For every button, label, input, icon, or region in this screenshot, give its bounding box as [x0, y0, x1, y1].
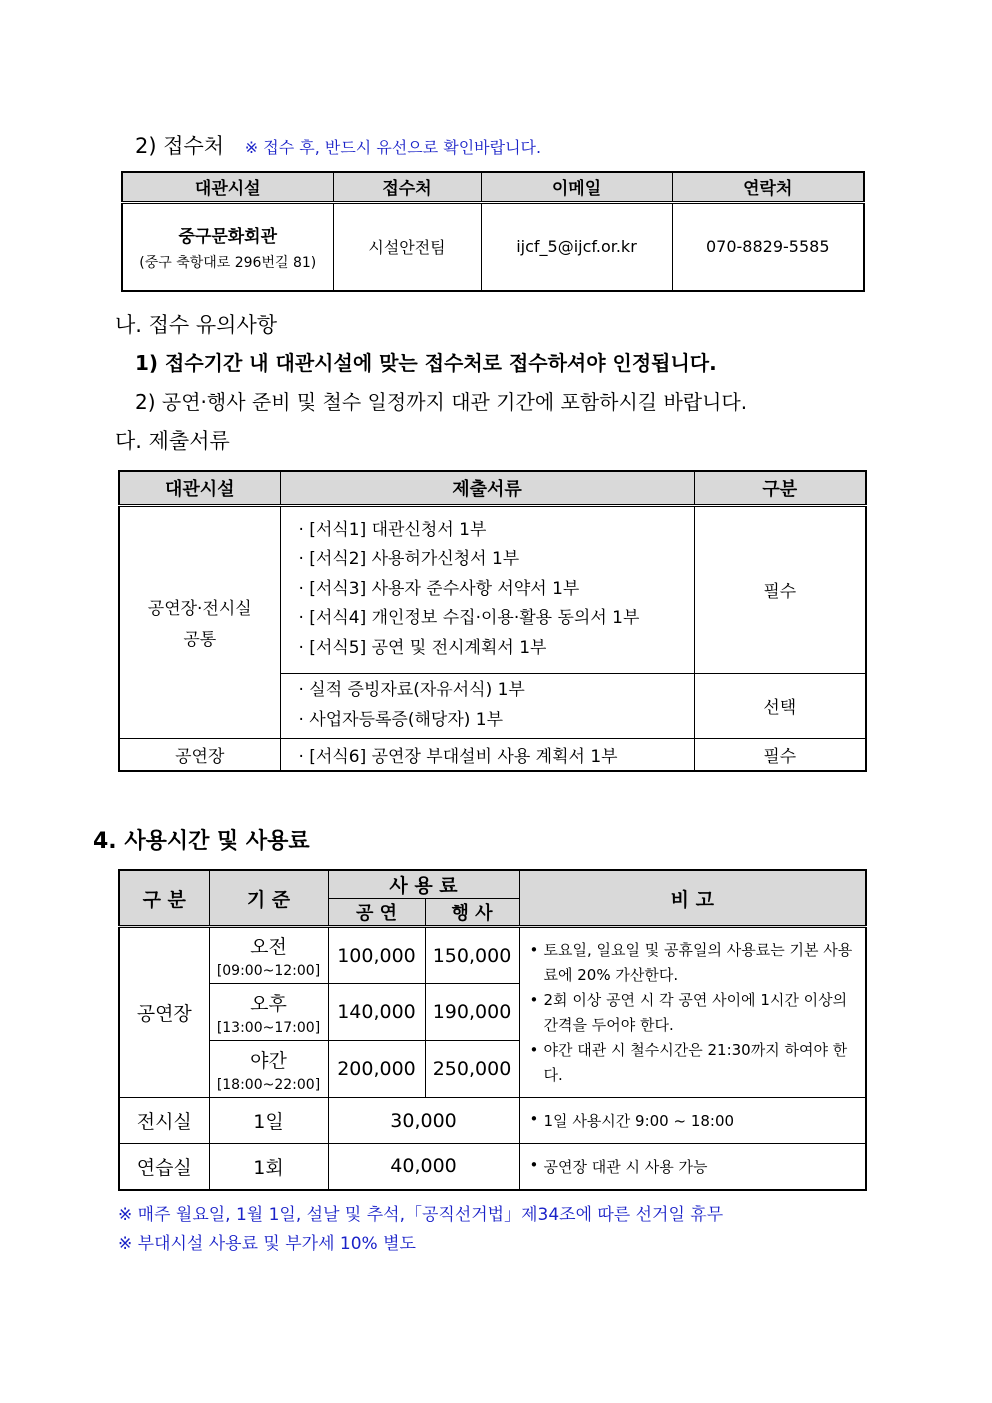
header-facility: 대관시설 [119, 471, 280, 505]
section-heading-text: 2) 접수처 [135, 134, 225, 158]
reception-note: ※ 접수 후, 반드시 유선으로 확인바랍니다. [244, 138, 542, 157]
phone-cell: 070-8829-5585 [672, 202, 864, 291]
event-fee: 190,000 [425, 984, 519, 1041]
doc-item: · 사업자등록증(해당자) 1부 [298, 709, 504, 730]
note-item: • 2회 이상 공연 시 각 공연 사이에 1시간 이상의 간격을 두어야 한다. [526, 988, 860, 1038]
hall-label: 필수 [694, 738, 866, 771]
header-performance: 공 연 [328, 899, 425, 927]
doc-item: · [서식3] 사용자 준수사항 서약서 1부 [298, 578, 580, 599]
slot-name: 오전 [250, 936, 287, 958]
facility-cell [122, 202, 333, 291]
required-label: 필수 [694, 505, 866, 673]
notice-item-1: 1) 접수기간 내 대관시설에 맞는 접수처로 접수하셔야 인정됩니다. [135, 351, 717, 375]
doc-item: · [서식4] 개인정보 수집·이용·활용 동의서 1부 [298, 608, 640, 629]
note-item: • 토요일, 일요일 및 공휴일의 사용료는 기본 사용료에 20% 가산한다. [526, 938, 860, 988]
slot-time: [18:00~22:00] [216, 1076, 321, 1093]
section-heading-documents: 다. 제출서류 [115, 429, 230, 453]
footnote-closed-days: ※ 매주 월요일, 1월 1일, 설날 및 추석,「공직선거법」제34조에 따른 선거일 휴무 [118, 1205, 724, 1225]
doc-item: · [서식5] 공연 및 전시계획서 1부 [298, 637, 547, 658]
documents-table [118, 470, 867, 772]
notice-item-2: 2) 공연·행사 준비 및 철수 일정까지 대관 기간에 포함하시길 바랍니다. [135, 390, 748, 414]
practice-name: 연습실 [119, 1144, 209, 1190]
required-docs-cell [280, 505, 694, 673]
gallery-basis: 1일 [209, 1098, 328, 1144]
common-facility-line1: 공연장·전시실 [147, 599, 252, 619]
footnote-vat: ※ 부대시설 사용료 및 부가세 10% 별도 [118, 1234, 416, 1254]
facility-address: (중구 축항대로 296번길 81) [139, 254, 317, 271]
event-fee: 250,000 [425, 1041, 519, 1098]
header-category: 구 분 [119, 870, 209, 927]
reception-table [121, 171, 865, 292]
gallery-name: 전시실 [119, 1098, 209, 1144]
header-facility: 대관시설 [122, 172, 333, 202]
email-cell: ijcf_5@ijcf.or.kr [481, 202, 672, 291]
optional-label: 선택 [694, 673, 866, 738]
gallery-fee: 30,000 [328, 1098, 519, 1144]
section-heading-fees: 4. 사용시간 및 사용료 [93, 829, 310, 854]
slot-name: 오후 [250, 992, 287, 1015]
practice-note-cell [519, 1144, 866, 1190]
facility-name: 중구문화회관 [178, 226, 278, 247]
slot-time: [13:00~17:00] [216, 1019, 321, 1036]
common-facility-cell [119, 505, 280, 738]
performance-fee: 200,000 [328, 1041, 425, 1098]
fee-table [118, 869, 867, 1191]
performance-fee: 140,000 [328, 984, 425, 1041]
doc-item: · [서식1] 대관신청서 1부 [298, 519, 487, 540]
header-event: 행 사 [425, 899, 519, 927]
header-fee: 사 용 료 [328, 870, 519, 899]
event-fee: 150,000 [425, 927, 519, 984]
slot-cell [209, 1041, 328, 1098]
note-item: • 1일 사용시간 9:00 ~ 18:00 [526, 1110, 866, 1131]
header-basis: 기 준 [209, 870, 328, 927]
hall-doc-cell: · [서식6] 공연장 부대설비 사용 계획서 1부 [280, 738, 694, 771]
performance-fee: 100,000 [328, 927, 425, 984]
header-office: 접수처 [333, 172, 481, 202]
slot-cell [209, 984, 328, 1041]
doc-item: · 실적 증빙자료(자유서식) 1부 [298, 680, 525, 700]
hall-facility-cell: 공연장 [119, 738, 280, 771]
doc-item: · [서식2] 사용허가신청서 1부 [298, 549, 520, 570]
optional-docs-cell [280, 673, 694, 738]
header-type: 구분 [694, 471, 866, 505]
header-phone: 연락처 [672, 172, 864, 202]
note-item: • 공연장 대관 시 사용 가능 [526, 1156, 866, 1177]
slot-time: [09:00~12:00] [216, 963, 321, 979]
practice-basis: 1회 [209, 1144, 328, 1190]
header-email: 이메일 [481, 172, 672, 202]
common-facility-line2: 공통 [183, 630, 217, 650]
hall-notes-cell [519, 927, 866, 1098]
practice-fee: 40,000 [328, 1144, 519, 1190]
header-documents: 제출서류 [280, 471, 694, 505]
gallery-note-cell [519, 1098, 866, 1144]
hall-name-cell: 공연장 [119, 927, 209, 1098]
header-remarks: 비 고 [519, 870, 866, 927]
slot-name: 야간 [250, 1049, 287, 1072]
note-item: • 야간 대관 시 철수시간은 21:30까지 하여야 한다. [526, 1038, 860, 1088]
office-cell: 시설안전팀 [333, 202, 481, 291]
section-heading-notes: 나. 접수 유의사항 [115, 313, 278, 337]
section-heading-reception [135, 130, 541, 160]
slot-cell [209, 927, 328, 984]
